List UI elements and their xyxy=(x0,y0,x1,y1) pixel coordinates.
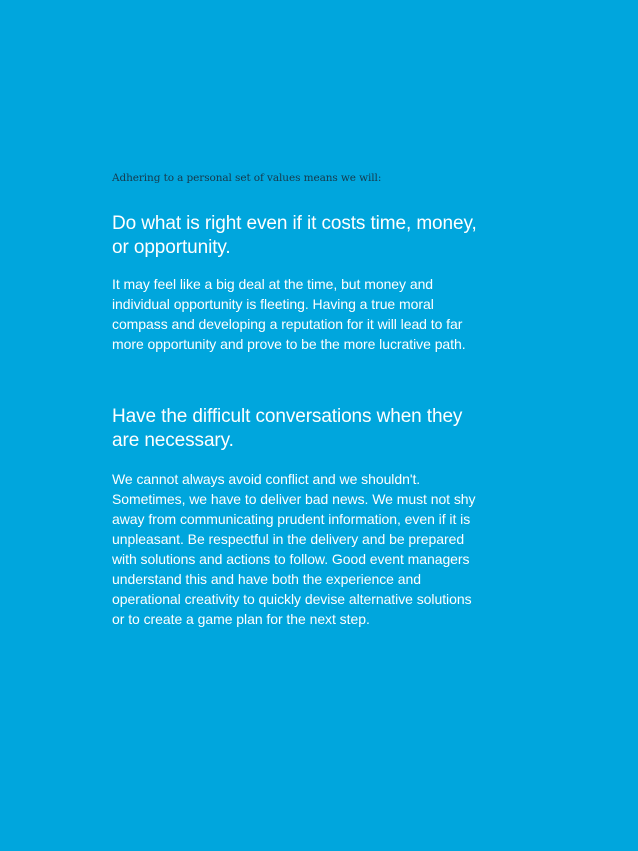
section-heading: Have the difficult conversations when they are necessary. xyxy=(112,406,463,451)
section-body: It may feel like a big deal at the time, but money and individual opportunity is fleeting. Having a true moral compass and developing a reputation for it will lead to far more opportunity and prove to be the more lucrative path. xyxy=(112,276,466,352)
section-heading: Do what is right even if it costs time, money, or opportunity. xyxy=(112,213,477,258)
value-section-right-action xyxy=(112,212,482,354)
value-section-difficult-conversations xyxy=(112,405,482,629)
intro-text: Adhering to a personal set of values means we will: xyxy=(112,172,382,184)
section-body: We cannot always avoid conflict and we shouldn't. Sometimes, we have to deliver bad news. We must not shy away from communicating prudent information, even if it is unpleasant. Be respectful in the delivery and be prepared with solutions and actions to follow. Good event managers understand this and have both the experience and operational creativity to quickly devise alternative solutions or to create a game plan for the next step. xyxy=(112,471,476,627)
